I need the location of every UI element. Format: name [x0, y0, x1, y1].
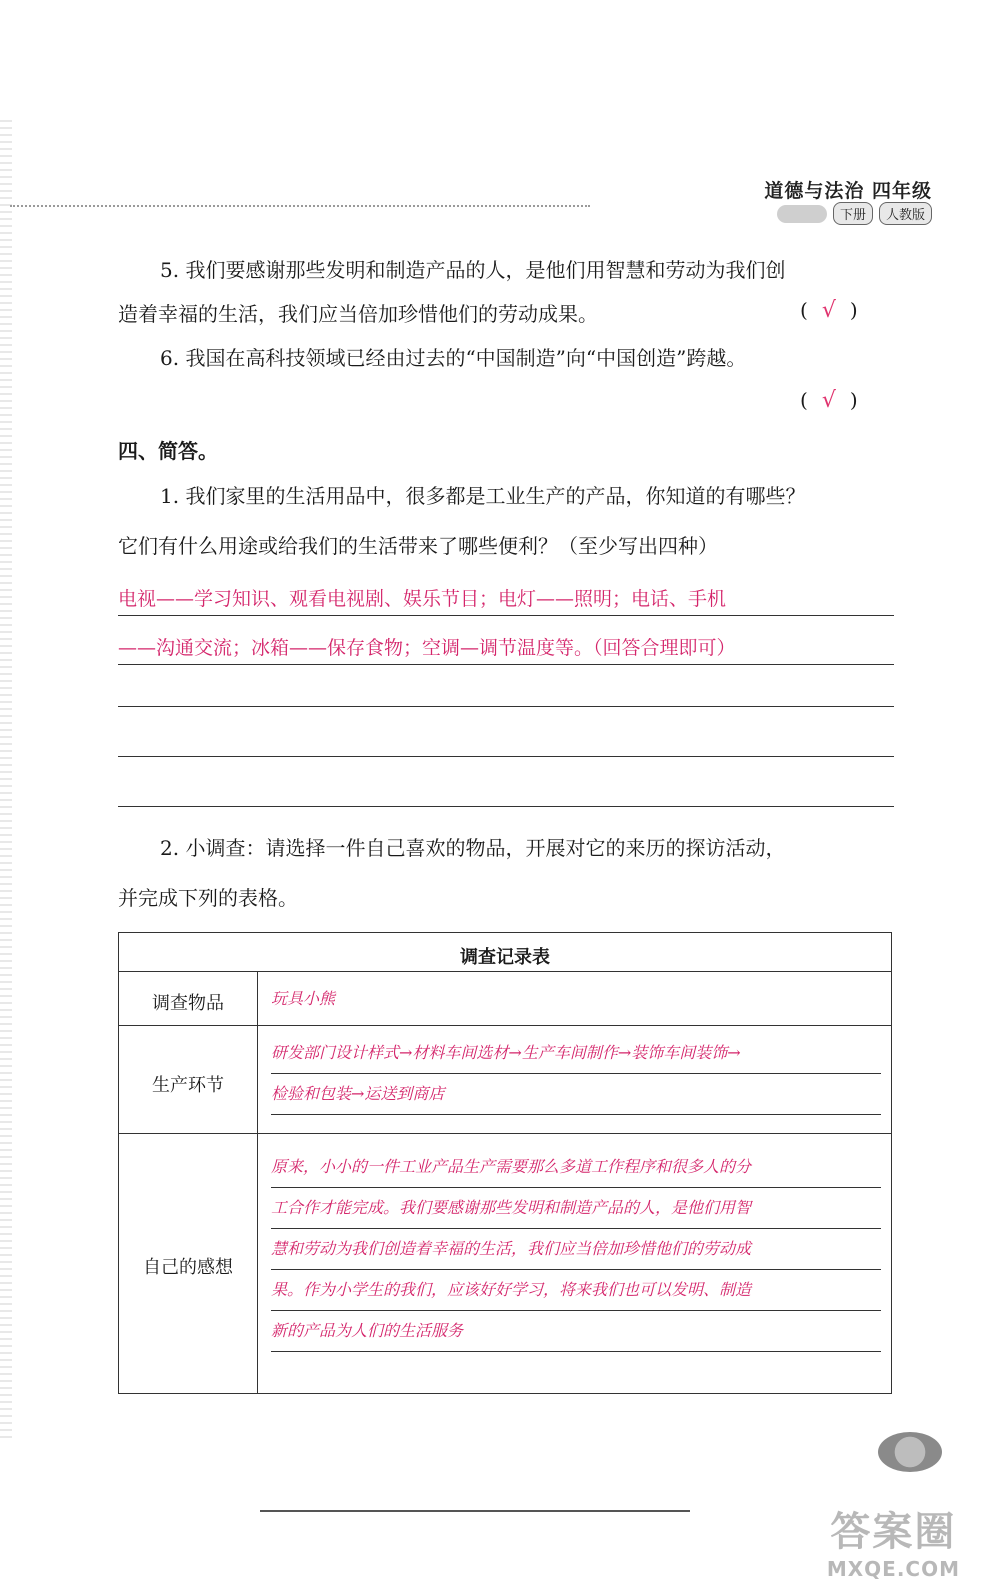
watermark-logo: 答案圈 [830, 1509, 957, 1555]
question-6-line1: 6. 我国在高科技领域已经由过去的“中国制造”向“中国创造”跨越。 [160, 346, 747, 370]
answer-text: 果。作为小学生的我们，应该好好学习，将来我们也可以发明、制造 [271, 1270, 881, 1311]
volume-badge: 下册 [833, 202, 873, 225]
table-column-rule [257, 971, 258, 1393]
question-2-line1: 2. 小调查：请选择一件自己喜欢的物品，开展对它的来历的探访活动， [160, 836, 786, 860]
answer-1-line1: 电视——学习知识、观看电视剧、娱乐节目；电灯——照明；电话、手机 [118, 584, 894, 616]
page-number-icon [878, 1432, 942, 1472]
answer-1-line2: ——沟通交流；冰箱——保存食物；空调—调节温度等。（回答合理即可） [118, 633, 894, 665]
answer-text: 慧和劳动为我们创造着幸福的生活，我们应当倍加珍惜他们的劳动成 [271, 1229, 881, 1270]
table-rule [119, 1133, 891, 1134]
question-1-line2: 它们有什么用途或给我们的生活带来了哪些便利？（至少写出四种） [118, 534, 718, 558]
header-badge [777, 202, 932, 225]
table-rule [119, 1025, 891, 1026]
footer-rule [260, 1510, 690, 1512]
answer-text: 工合作才能完成。我们要感谢那些发明和制造产品的人，是他们用智 [271, 1188, 881, 1229]
cartoon-icon [777, 205, 827, 223]
blank-answer-line [118, 756, 894, 757]
question-5-line1: 5. 我们要感谢那些发明和制造产品的人，是他们用智慧和劳动为我们创 [160, 258, 786, 282]
header-dotted-rule [10, 205, 590, 207]
page-edge-shadow [0, 120, 12, 1440]
check-icon: √ [821, 298, 836, 323]
question-1-line1: 1. 我们家里的生活用品中，很多都是工业生产的产品，你知道的有哪些？ [160, 484, 806, 508]
subject-title: 道德与法治 四年级 [764, 180, 932, 202]
question-2-line2: 并完成下列的表格。 [118, 886, 298, 910]
question-5-line2: 造着幸福的生活，我们应当倍加珍惜他们的劳动成果。 [118, 302, 598, 326]
answer-text: 原来，小小的一件工业产品生产需要那么多道工作程序和很多人的分 [271, 1147, 881, 1188]
publisher-badge: 人教版 [879, 202, 932, 225]
answer-text: 研发部门设计样式→材料车间选材→生产车间制作→装饰车间装饰→ [271, 1033, 881, 1074]
blank-answer-line [118, 806, 894, 807]
row-value-item [271, 979, 881, 1019]
survey-table [118, 932, 892, 1394]
blank-answer-line [118, 706, 894, 707]
row-label-thoughts: 自己的感想 [143, 1257, 233, 1278]
table-title: 调查记录表 [460, 947, 550, 968]
answer-mark-5: ( √ ) [800, 298, 858, 323]
row-value-production [271, 1033, 881, 1115]
row-label-item: 调查物品 [152, 993, 224, 1014]
answer-mark-6: ( √ ) [800, 388, 858, 413]
table-rule [119, 971, 891, 972]
watermark [827, 1500, 960, 1581]
row-label-production: 生产环节 [152, 1075, 224, 1096]
answer-text: 玩具小熊 [271, 989, 336, 1008]
row-value-thoughts [271, 1147, 881, 1352]
watermark-url: MXQE.COM [826, 1557, 960, 1581]
answer-text: 新的产品为人们的生活服务 [271, 1311, 881, 1352]
answer-text: 检验和包装→运送到商店 [271, 1074, 881, 1115]
check-icon: √ [821, 388, 836, 413]
section-heading: 四、简答。 [118, 439, 218, 463]
